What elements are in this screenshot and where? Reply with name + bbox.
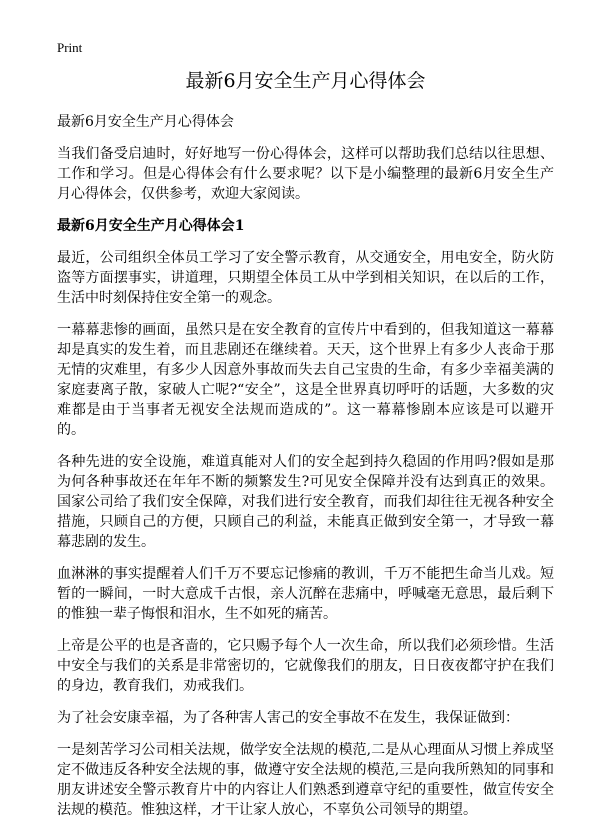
page-title: 最新6月安全生产月心得体会 bbox=[185, 70, 426, 92]
body-paragraph-5: 上帝是公平的也是吝啬的，它只赐予每个人一次生命，所以我们必须珍惜。生活中安全与我们的关系是非常密切的，它就像我们的朋友，日日夜夜都守护在我们的身边，教育我们，劝戒我们。 bbox=[57, 638, 554, 694]
body-paragraph-3: 各种先进的安全设施，难道真能对人们的安全起到持久稳固的作用吗?假如是那为何各种事故还在年年不断的频繁发生?可见安全保障并没有达到真正的效果。国家公司给了我们安全保障，对我们进行安全教育，而我们却往往无视各种安全措施，只顾自己的方便，只顾自己的利益，未能真正做到安全第一，才导致一幕幕悲剧的发生。 bbox=[57, 454, 554, 550]
body-paragraph-2: 一幕幕悲惨的画面，虽然只是在安全教育的宣传片中看到的，但我知道这一幕幕却是真实的发生着，而且悲剧还在继续着。天天，这个世界上有多少人丧命于那无情的灾难里，有多少人因意外事故而失去自己宝贵的生命，有多少幸福美满的家庭妻离子散，家破人亡呢?“安全”，这是全世界真切呼吁的话题，大多数的灾难都是由于当事者无视安全法规而造成的”。这一幕幕惨剧本应该是可以避开的。 bbox=[57, 322, 554, 438]
body-paragraph-1: 最近，公司组织全体员工学习了安全警示教育，从交通安全，用电安全，防火防盗等方面摆事实，讲道理，只期望全体员工从中学到相关知识，在以后的工作，生活中时刻保持住安全第一的观念。 bbox=[57, 250, 554, 306]
body-paragraph-4: 血淋淋的事实提醒着人们千万不要忘记惨痛的教训，千万不能把生命当儿戏。短暂的一瞬间，一时大意成千古恨，亲人沉醉在悲痛中，呼喊毫无意思，最后剩下的惟独一辈子悔恨和泪水，生不如死的痛苦。 bbox=[57, 566, 554, 622]
section-heading: 最新6月安全生产月心得体会1 bbox=[57, 218, 245, 234]
body-paragraph-6: 为了社会安康幸福，为了各种害人害己的安全事故不在发生，我保证做到： bbox=[57, 710, 519, 726]
body-paragraph-7: 一是刻苦学习公司相关法规，做学安全法规的模范,二是从心理面从习惯上养成坚定不做违反各种安全法规的事，做遵守安全法规的模范,三是向我所熟知的同事和朋友讲述安全警示教育片中的内容让人们熟悉到遵章守纪的重要性，做宣传安全法规的模范。惟独这样，才干让家人放心，不辜负公司领导的期望。 bbox=[57, 742, 554, 818]
intro-paragraph: 当我们备受启迪时，好好地写一份心得体会，这样可以帮助我们总结以往思想、工作和学习。但是心得体会有什么要求呢？以下是小编整理的最新6月安全生产月心得体会，仅供参考，欢迎大家阅读。 bbox=[57, 146, 554, 202]
document-subtitle: 最新6月安全生产月心得体会 bbox=[57, 114, 234, 130]
print-link[interactable]: Print bbox=[57, 40, 83, 55]
